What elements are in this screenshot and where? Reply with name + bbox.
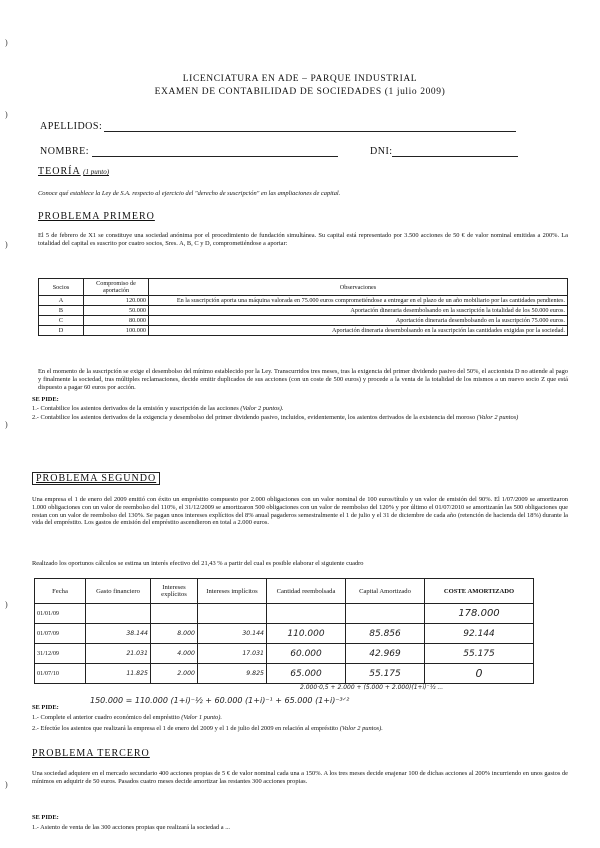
surname-label: APELLIDOS:: [40, 121, 103, 132]
table-cell: 31/12/09: [35, 644, 86, 664]
p1-body: En el momento de la suscripción se exige el desembolso del mínimo establecido por la Ley. Transcurridos tres meses, tras la exigencia del primer dividendo pasivo del 50%, el accionista D no atiende al pago y finalmente la sociedad, tras múltiples reclamaciones, decide emitir duplicados de sus acciones (con un coste de 500 euros) y procede a la venta de la totalidad de los mismos a un nuevo socio Z que está dispuesto a pagar 60 euros por acción.: [38, 368, 568, 391]
teoria-heading: TEORÍA: [38, 166, 81, 177]
table-cell: 38.144: [86, 624, 151, 644]
p1-th: Compromiso de aportación: [84, 279, 149, 296]
p3-heading: PROBLEMA TERCERO: [32, 748, 150, 759]
p3-q1: 1.- Asiento de venta de las 300 acciones propias que realizará la sociedad a ...: [32, 824, 231, 831]
table-cell: [198, 604, 267, 624]
table-cell: C: [39, 316, 84, 326]
p2-body: Una empresa el 1 de enero del 2009 emitió con éxito un empréstito compuesto por 2.000 obligaciones con un valor nominal de 100 euros/título y un valor de emisión del 90%. El 1/07/2009 se amortizaron 1.000 obligaciones con un valor de reembolso del 110%, el 31/12/2009 se amortizaron 500 obligaciones con un valor de reembolso del 120% y por último el 01/07/2010 se amortizarán las 500 obligaciones que restan con un valor de reembolso del 130%. Se pagan unos intereses explícitos del 8% anual pagaderos semestralmente el 1 de julio y el 31 de diciembre de cada año (retención de hacienda del 18%) durante la vida del empréstito. Los gastos de emisión del empréstito ascendieron en total a 2.000 euros.: [32, 496, 568, 527]
p2-th: Intereses explícitos: [151, 579, 198, 604]
table-cell: 01/01/09: [35, 604, 86, 624]
teoria-question: Conoce qué establece la Ley de S.A. respecto al ejercicio del "derecho de suscripción" en las ampliaciones de capital.: [38, 190, 341, 197]
table-cell: A: [39, 296, 84, 306]
p2-th: Intereses implícitos: [198, 579, 267, 604]
margin-mark: ): [5, 240, 8, 249]
surname-input-line[interactable]: [104, 131, 516, 132]
table-cell: 85.856: [346, 624, 425, 644]
p2-q1-text: 1.- Complete el anterior cuadro económico del empréstito: [32, 714, 180, 721]
table-cell: [346, 604, 425, 624]
table-row: [35, 664, 534, 684]
p2-th: COSTE AMORTIZADO: [425, 579, 534, 604]
p2-q2: [32, 725, 568, 733]
table-cell: 8.000: [151, 624, 198, 644]
table-cell: 9.825: [198, 664, 267, 684]
table-cell: Aportación dineraria desembolsando en la suscripción la totalidad de los 50.000 euros.: [149, 306, 568, 316]
table-cell: 11.825: [86, 664, 151, 684]
table-cell: 55.175: [346, 664, 425, 684]
p3-se-pide: SE PIDE:: [32, 814, 59, 821]
table-cell: 30.144: [198, 624, 267, 644]
margin-mark: ): [5, 600, 8, 609]
table-cell: 80.000: [84, 316, 149, 326]
p2-th: Cantidad reembolsada: [267, 579, 346, 604]
table-cell: 65.000: [267, 664, 346, 684]
table-cell: B: [39, 306, 84, 316]
table-cell: 21.031: [86, 644, 151, 664]
name-label: NOMBRE:: [40, 146, 90, 157]
table-cell: 100.000: [84, 326, 149, 336]
table-cell: 110.000: [267, 624, 346, 644]
p1-q1-text: 1.- Contabilice los asientos derivados de la emisión y suscripción de las acciones: [32, 405, 239, 412]
p1-heading: PROBLEMA PRIMERO: [38, 211, 155, 222]
p2-th: Fecha: [35, 579, 86, 604]
name-input-line[interactable]: [92, 156, 338, 157]
table-cell: 42.969: [346, 644, 425, 664]
p1-table: [38, 278, 568, 336]
table-row: [35, 624, 534, 644]
table-cell: 01/07/09: [35, 624, 86, 644]
p1-q2: [32, 414, 568, 422]
table-row: [39, 316, 568, 326]
p1-q1-points: (Valor 2 puntos).: [240, 405, 284, 412]
p2-note: Realizado los oportunos cálculos se estima un interés efectivo del 21,43 % a partir del cual es posible elaborar el siguiente cuadro: [32, 560, 364, 567]
margin-mark: ): [5, 780, 8, 789]
table-cell: [151, 604, 198, 624]
table-cell: 2.000: [151, 664, 198, 684]
table-cell: [86, 604, 151, 624]
table-row: [35, 604, 534, 624]
p1-q1: [32, 405, 568, 413]
dni-input-line[interactable]: [392, 156, 518, 157]
p1-intro: El 5 de febrero de X1 se constituye una sociedad anónima por el procedimiento de fundación simultánea. Su capital está representado por 3.500 acciones de 50 € de valor nominal emitidas a 200%. La totalidad del capital es suscrito por cuatro socios, Sres. A, B, C y D, comprometiéndose a aportar:: [38, 232, 568, 247]
table-cell: 60.000: [267, 644, 346, 664]
p1-se-pide: SE PIDE:: [32, 396, 59, 403]
exam-subtitle: EXAMEN DE CONTABILIDAD DE SOCIEDADES (1 julio 2009): [154, 87, 446, 97]
margin-mark: ): [5, 110, 8, 119]
handwritten-formula-1: 150.000 = 110.000 (1+i)⁻½ + 60.000 (1+i)⁻¹ + 65.000 (1+i)⁻³ᐟ²: [90, 696, 350, 705]
p2-q1: [32, 714, 568, 722]
teoria-heading-row: [38, 166, 109, 177]
table-cell: Aportación dineraria desembolsando en la suscripción las cantidades exigidas por la sociedad.: [149, 326, 568, 336]
p3-body: Una sociedad adquiere en el mercado secundario 400 acciones propias de 5 € de valor nominal cada una a 150%. A los tres meses decide enajenar 100 de dichas acciones al 200% incurriendo en unos gastos de mínimos en adquirir de 50 euros. Pasados cuatro meses decide amortizar las restantes 300 acciones propias.: [32, 770, 568, 785]
table-cell: [267, 604, 346, 624]
p2-th: Gasto financiero: [86, 579, 151, 604]
p1-q2-text: 2.- Contabilice los asientos derivados de la exigencia y desembolso del primer dividendo pasivo, incluidos, evidentemente, los asientos derivados de la existencia del moroso: [32, 414, 476, 421]
table-cell: 120.000: [84, 296, 149, 306]
table-cell: D: [39, 326, 84, 336]
table-cell: 55.175: [425, 644, 534, 664]
table-cell: 0: [425, 664, 534, 684]
p2-q2-text: 2.- Efectúe los asientos que realizará la empresa el 1 de enero del 2009 y el 1 de julio del 2009 en relación al empréstito: [32, 725, 339, 732]
table-cell: 50.000: [84, 306, 149, 316]
teoria-points: (1 punto): [83, 168, 110, 176]
p2-th: Capital Amortizado: [346, 579, 425, 604]
table-row: [39, 326, 568, 336]
p1-th: Socios: [39, 279, 84, 296]
table-cell: 92.144: [425, 624, 534, 644]
table-row: [39, 306, 568, 316]
p1-th: Observaciones: [149, 279, 568, 296]
table-cell: 17.031: [198, 644, 267, 664]
p2-se-pide: SE PIDE:: [32, 704, 59, 711]
p2-q2-points: (Valor 2 puntos).: [339, 725, 383, 732]
table-cell: En la suscripción aporta una máquina valorada en 75.000 euros comprometiéndose a entregar en el plazo de un año mobiliario por las cantidades pendientes.: [149, 296, 568, 306]
dni-label: DNI:: [370, 146, 393, 157]
p2-q1-points: (Valor 1 punto).: [181, 714, 222, 721]
table-row: [35, 644, 534, 664]
margin-mark: ): [5, 420, 8, 429]
p2-table: [34, 578, 534, 684]
table-cell: 178.000: [425, 604, 534, 624]
table-cell: 4.000: [151, 644, 198, 664]
table-cell: Aportación dineraria desembolsando en la suscripción 75.000 euros.: [149, 316, 568, 326]
p1-q2-points: (Valor 2 puntos): [476, 414, 519, 421]
p2-heading: PROBLEMA SEGUNDO: [32, 472, 160, 485]
exam-title: LICENCIATURA EN ADE – PARQUE INDUSTRIAL: [182, 74, 418, 84]
table-row: [39, 296, 568, 306]
handwritten-formula-2: 2.000·0,5 + 2.000 + (5.000 + 2.000)(1+i)⁻½ ...: [300, 684, 444, 691]
margin-mark: ): [5, 38, 8, 47]
table-cell: 01/07/10: [35, 664, 86, 684]
